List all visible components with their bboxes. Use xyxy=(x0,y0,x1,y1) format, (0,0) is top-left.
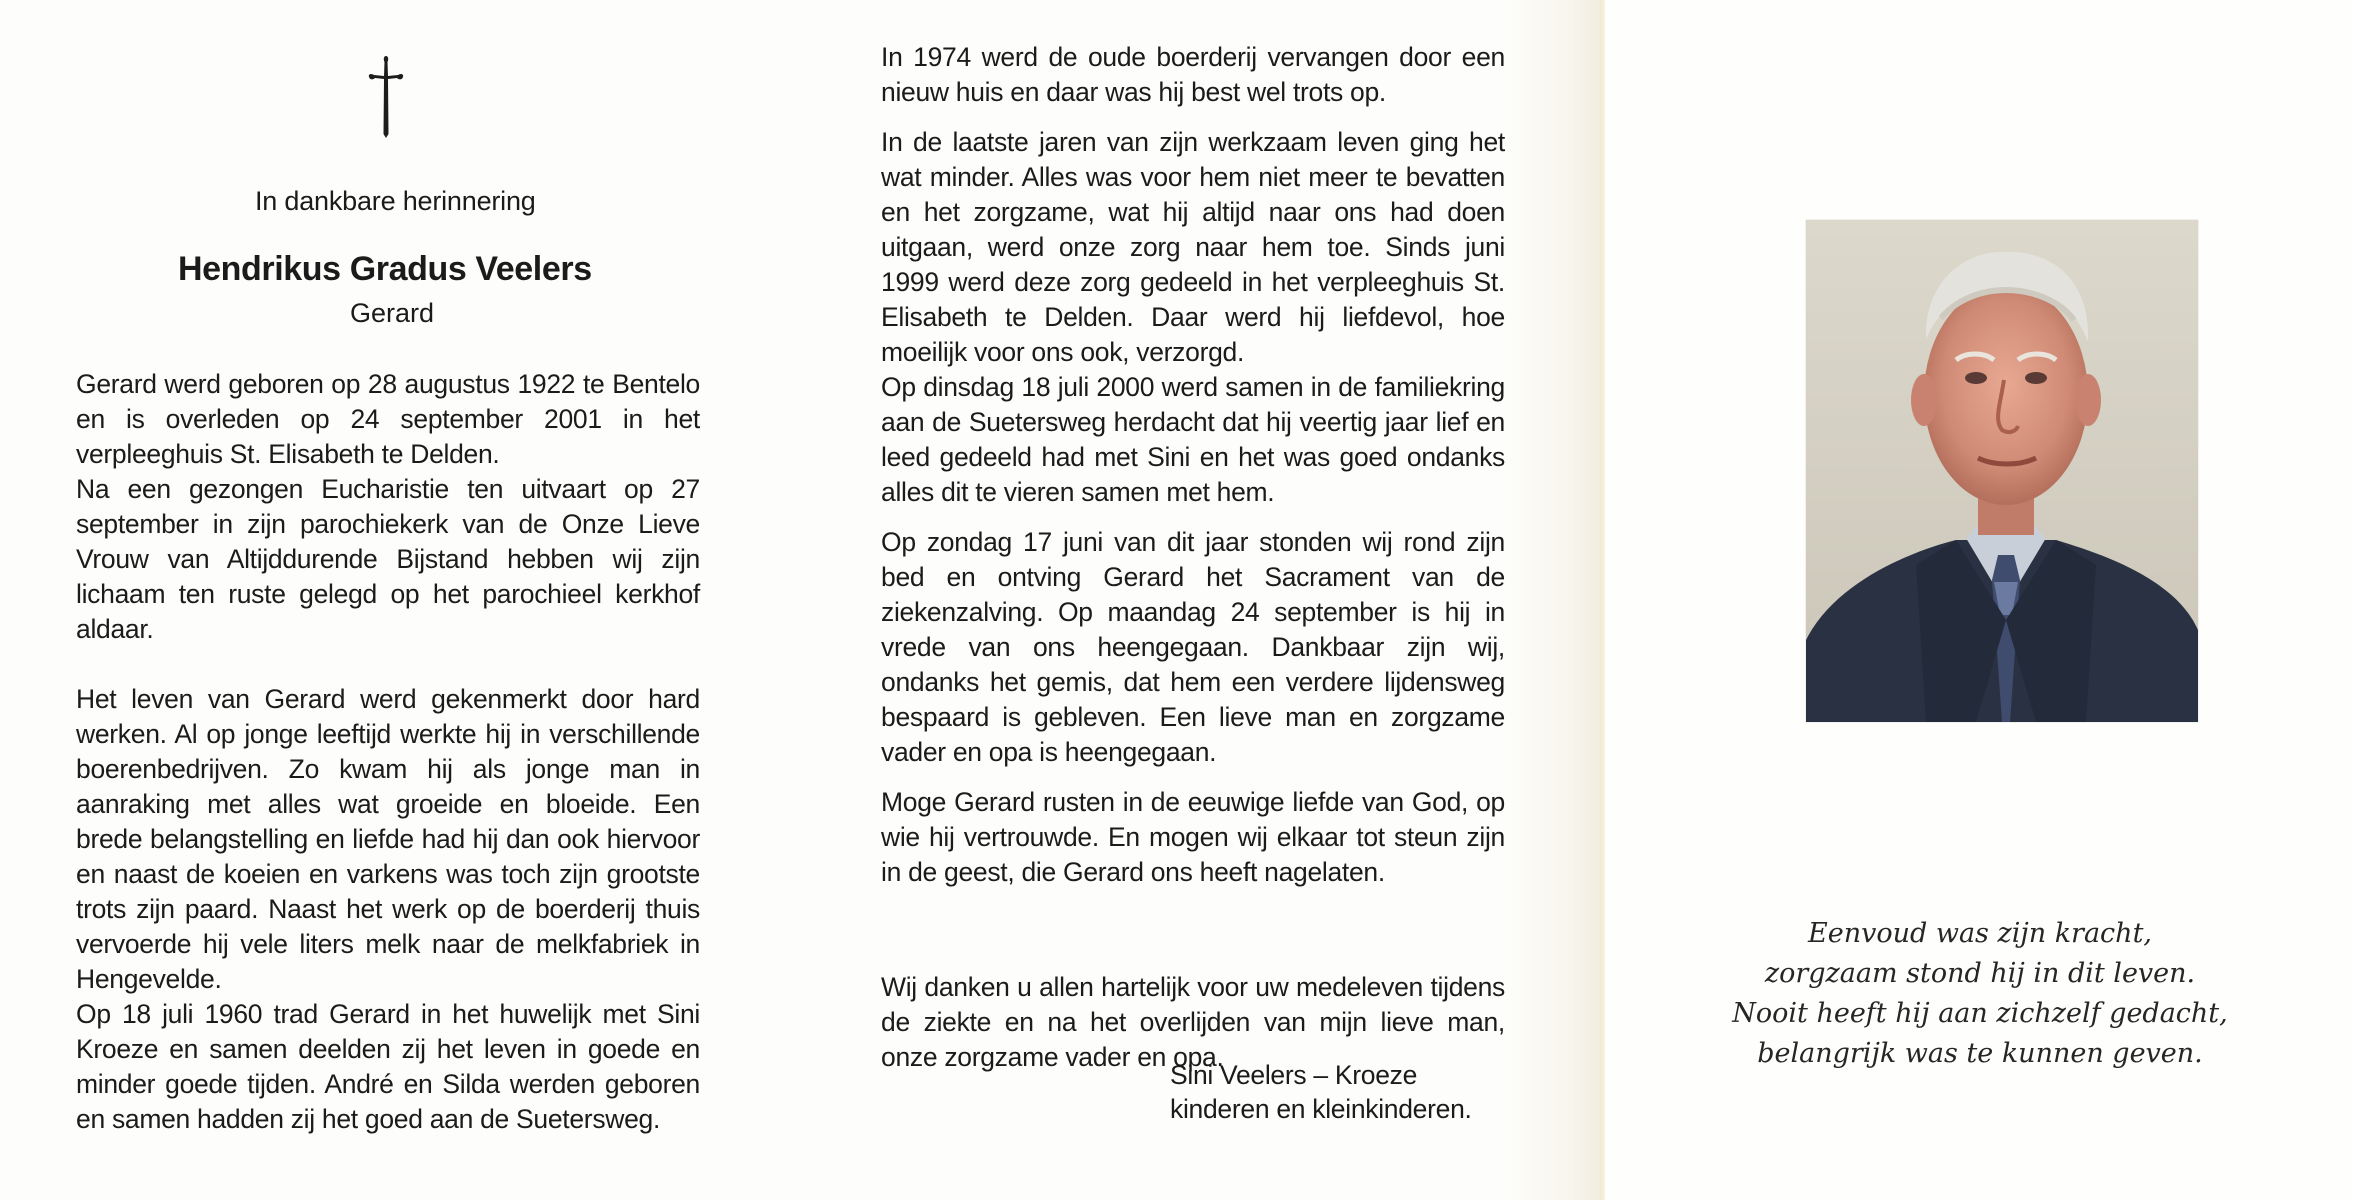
left-column-text xyxy=(76,367,700,1137)
poem-line: Eenvoud was zijn kracht, xyxy=(1808,918,2152,949)
deceased-nickname: Gerard xyxy=(350,298,435,328)
portrait-photo xyxy=(1806,220,2198,722)
signature xyxy=(1170,1058,1472,1126)
paragraph-care: In de laatste jaren van zijn werkzaam leven ging het wat minder. Alles was voor hem niet meer te bevatten en het zorgzame, wat hij altijd naar ons had doen uitgaan, werd onze zorg naar hem toe. Sinds juni 1999 werd deze zorg gedeeld in het verpleeghuis St. Elisabeth te Delden. Daar werd hij liefdevol, hoe moeilijk voor ons ook, verzorgd. xyxy=(881,127,1505,367)
left-panel xyxy=(0,0,790,1200)
signature-family: kinderen en kleinkinderen. xyxy=(1170,1094,1472,1124)
paragraph-birth-death: Gerard werd geboren op 28 augustus 1922 te Bentelo en is overleden op 24 september 2001 in het verpleeghuis St. Elisabeth te Delden. xyxy=(76,369,700,469)
poem-line: zorgzaam stond hij in dit leven. xyxy=(1764,958,2196,989)
paragraph-life: Het leven van Gerard werd gekenmerkt door hard werken. Al op jonge leeftijd werkte hij in verschillende boerenbedrijven. Zo kwam hij als jonge man in aanraking met alles wat groeide en bloeide. Een brede belangstelling en liefde had hij dan ook hiervoor en naast de koeien en varkens was toch zijn grootste trots zijn paard. Naast het werk op de boerderij thuis vervoerde hij vele liters melk naar de melkfabriek in Hengevelde. xyxy=(76,684,700,994)
cross-icon xyxy=(366,54,406,138)
middle-column-text xyxy=(881,40,1505,1075)
poem-line: belangrijk was te kunnen geven. xyxy=(1757,1038,2203,1069)
paragraph-marriage: Op 18 juli 1960 trad Gerard in het huwelijk met Sini Kroeze en samen deelden zij het leven in goede en minder goede tijden. André en Silda werden geboren en samen hadden zij het goed aan de Suetersweg. xyxy=(76,999,700,1134)
paragraph-passing: Op zondag 17 juni van dit jaar stonden wij rond zijn bed en ontving Gerard het Sacrament van de ziekenzalving. Op maandag 24 september is hij in vrede van ons heengegaan. Dankbaar zijn wij, ondanks het gemis, dat hem een verdere lijdensweg bespaard is gebleven. Een lieve man en zorgzame vader en opa is heengegaan. xyxy=(881,527,1505,767)
signature-name: Sini Veelers – Kroeze xyxy=(1170,1060,1418,1090)
paragraph-prayer: Moge Gerard rusten in de eeuwige liefde van God, op wie hij vertrouwde. En mogen wij elkaar tot steun zijn in de geest, die Gerard ons heeft nagelaten. xyxy=(881,787,1505,887)
paragraph-funeral: Na een gezongen Eucharistie ten uitvaart op 27 september in zijn parochiekerk van de Onze Lieve Vrouw van Altijddurende Bijstand hebben wij zijn lichaam ten ruste gelegd op het parochieel kerkhof aldaar. xyxy=(76,474,700,644)
deceased-name: Hendrikus Gradus Veelers xyxy=(178,250,592,288)
paragraph-anniversary: Op dinsdag 18 juli 2000 werd samen in de familiekring aan de Suetersweg herdacht dat hij veertig jaar lief en leed gedeeld had met Sini en het was goed ondanks alles dit te vieren samen met hem. xyxy=(881,372,1505,507)
memorial-poem xyxy=(1690,914,2270,1074)
paragraph-new-house: In 1974 werd de oude boerderij vervangen door een nieuw huis en daar was hij best wel trots op. xyxy=(881,42,1505,107)
poem-line: Nooit heeft hij aan zichzelf gedacht, xyxy=(1732,998,2228,1029)
paragraph-thanks: Wij danken u allen hartelijk voor uw medeleven tijdens de ziekte en na het overlijden van mijn lieve man, onze zorgzame vader en opa. xyxy=(881,972,1505,1072)
intro-text: In dankbare herinnering xyxy=(255,186,536,216)
portrait-illustration xyxy=(1806,220,2198,722)
